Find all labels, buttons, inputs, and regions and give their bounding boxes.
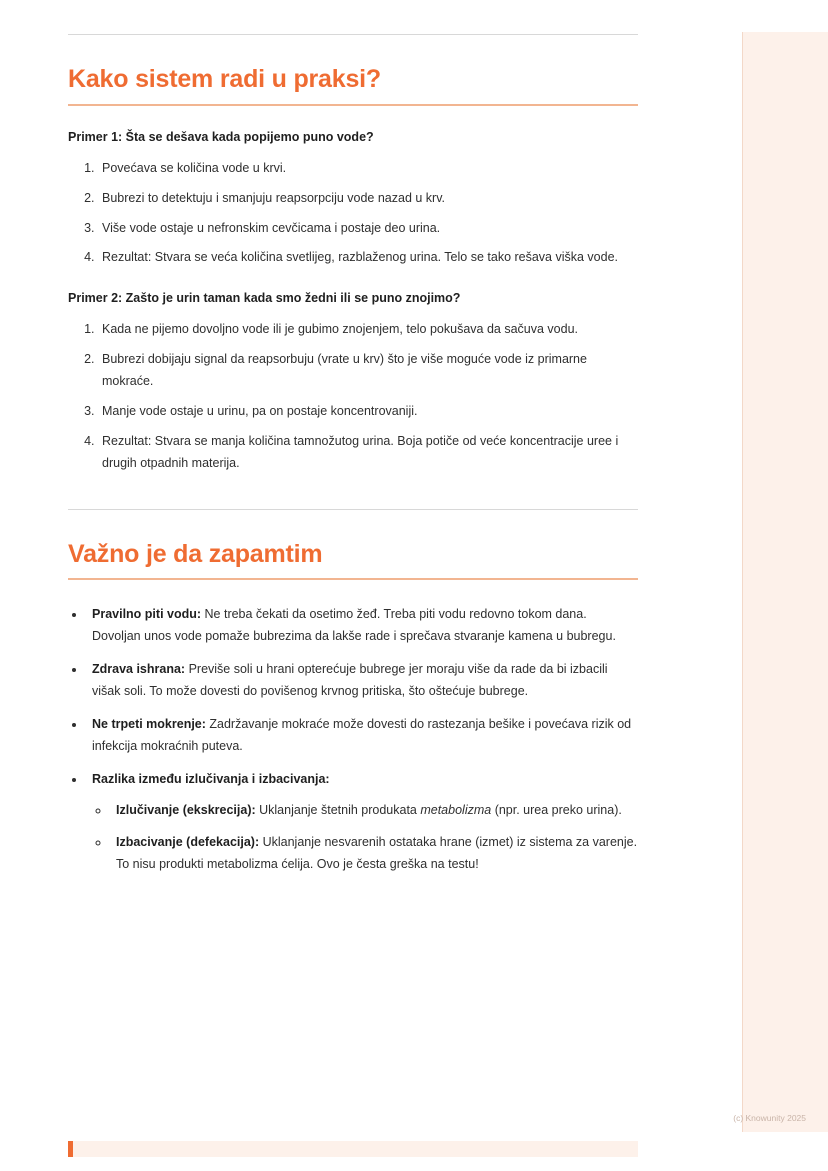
sub-bullet-text: Uklanjanje nesvarenih ostataka hrane (izmet) iz sistema za varenje. To nisu produkti metabolizma ćelija. Ovo je česta greška na testu! — [116, 835, 638, 872]
bottom-accent-bar — [68, 1141, 638, 1157]
bullet-lead: Zdrava ishrana: — [92, 662, 186, 676]
list-item — [86, 659, 638, 703]
difference-sub-list — [92, 800, 638, 876]
example-2-title: Primer 2: Zašto je urin taman kada smo žedni ili se puno znojimo? — [68, 291, 461, 306]
bullet-lead: Razlika između izlučivanja i izbacivanja: — [92, 771, 330, 786]
sub-bullet-text: Uklanjanje štetnih produkata — [255, 803, 421, 818]
list-item: 4. Rezultat: Stvara se manja količina tamnožutog urina. Boja potiče od veće koncentracije uree i drugih otpadnih materija. — [98, 431, 638, 475]
list-item — [86, 714, 638, 758]
bullet-text: Previše soli u hrani opterećuje bubrege jer moraju više da rade da bi izbacili višak soli. To može dovesti do povišenog krvnog pritiska, što oštećuje bubrege. — [92, 662, 608, 698]
copyright-footer: (c) Knowunity 2025 — [733, 1113, 806, 1123]
sub-bullet-text-after: (npr. urea preko urina). — [491, 803, 622, 818]
middle-divider — [68, 509, 638, 510]
list-item: 1. Povećava se količina vode u krvi. — [98, 158, 638, 180]
list-item — [86, 769, 638, 877]
section-title-practice: Kako sistem radi u praksi? — [68, 65, 381, 93]
list-item — [86, 604, 638, 648]
example-1-list — [68, 158, 638, 270]
sub-bullet-italic: metabolizma — [420, 803, 492, 818]
sub-bullet-lead: Izbacivanje (defekacija): — [116, 835, 260, 850]
bullet-text: Ne treba čekati da osetimo žeđ. Treba piti vodu redovno tokom dana. Dovoljan unos vode pomaže bubrezima da lakše rade i sprečava stvaranje kamena u bubregu. — [92, 607, 616, 644]
sub-bullet-lead: Izlučivanje (ekskrecija): — [116, 803, 256, 818]
document-content — [68, 34, 638, 887]
decorative-right-band — [742, 32, 828, 1132]
list-item: 2. Bubrezi dobijaju signal da reapsorbuju (vrate u krv) što je više moguće vode iz primarne mokraće. — [98, 349, 638, 393]
example-2-list — [68, 319, 638, 474]
list-item: 1. Kada ne pijemo dovoljno vode ili je gubimo znojenjem, telo pokušava da sačuva vodu. — [98, 319, 638, 341]
bottom-accent-marker — [68, 1141, 73, 1157]
bullet-lead: Ne trpeti mokrenje: — [92, 716, 206, 731]
list-item — [110, 832, 638, 876]
section-title-underline — [68, 104, 638, 106]
top-divider — [68, 34, 638, 35]
list-item: 2. Bubrezi to detektuju i smanjuju reapsorpciju vode nazad u krv. — [98, 188, 638, 210]
list-item: 3. Manje vode ostaje u urinu, pa on postaje koncentrovaniji. — [98, 401, 638, 423]
list-item: 4. Rezultat: Stvara se veća količina svetlijeg, razblaženog urina. Telo se tako rešava viška vode. — [98, 247, 638, 269]
example-1-title: Primer 1: Šta se dešava kada popijemo puno vode? — [68, 129, 374, 144]
section-title-underline-2 — [68, 578, 638, 580]
list-item: 3. Više vode ostaje u nefronskim cevčicama i postaje deo urina. — [98, 218, 638, 240]
remember-bullet-list — [68, 604, 638, 876]
bullet-lead: Pravilno piti vodu: — [92, 607, 202, 622]
bullet-text: Zadržavanje mokraće može dovesti do rastezanja bešike i povećava rizik od infekcija mokraćnih puteva. — [92, 716, 632, 753]
section-title-remember: Važno je da zapamtim — [68, 539, 323, 568]
list-item — [110, 800, 638, 822]
